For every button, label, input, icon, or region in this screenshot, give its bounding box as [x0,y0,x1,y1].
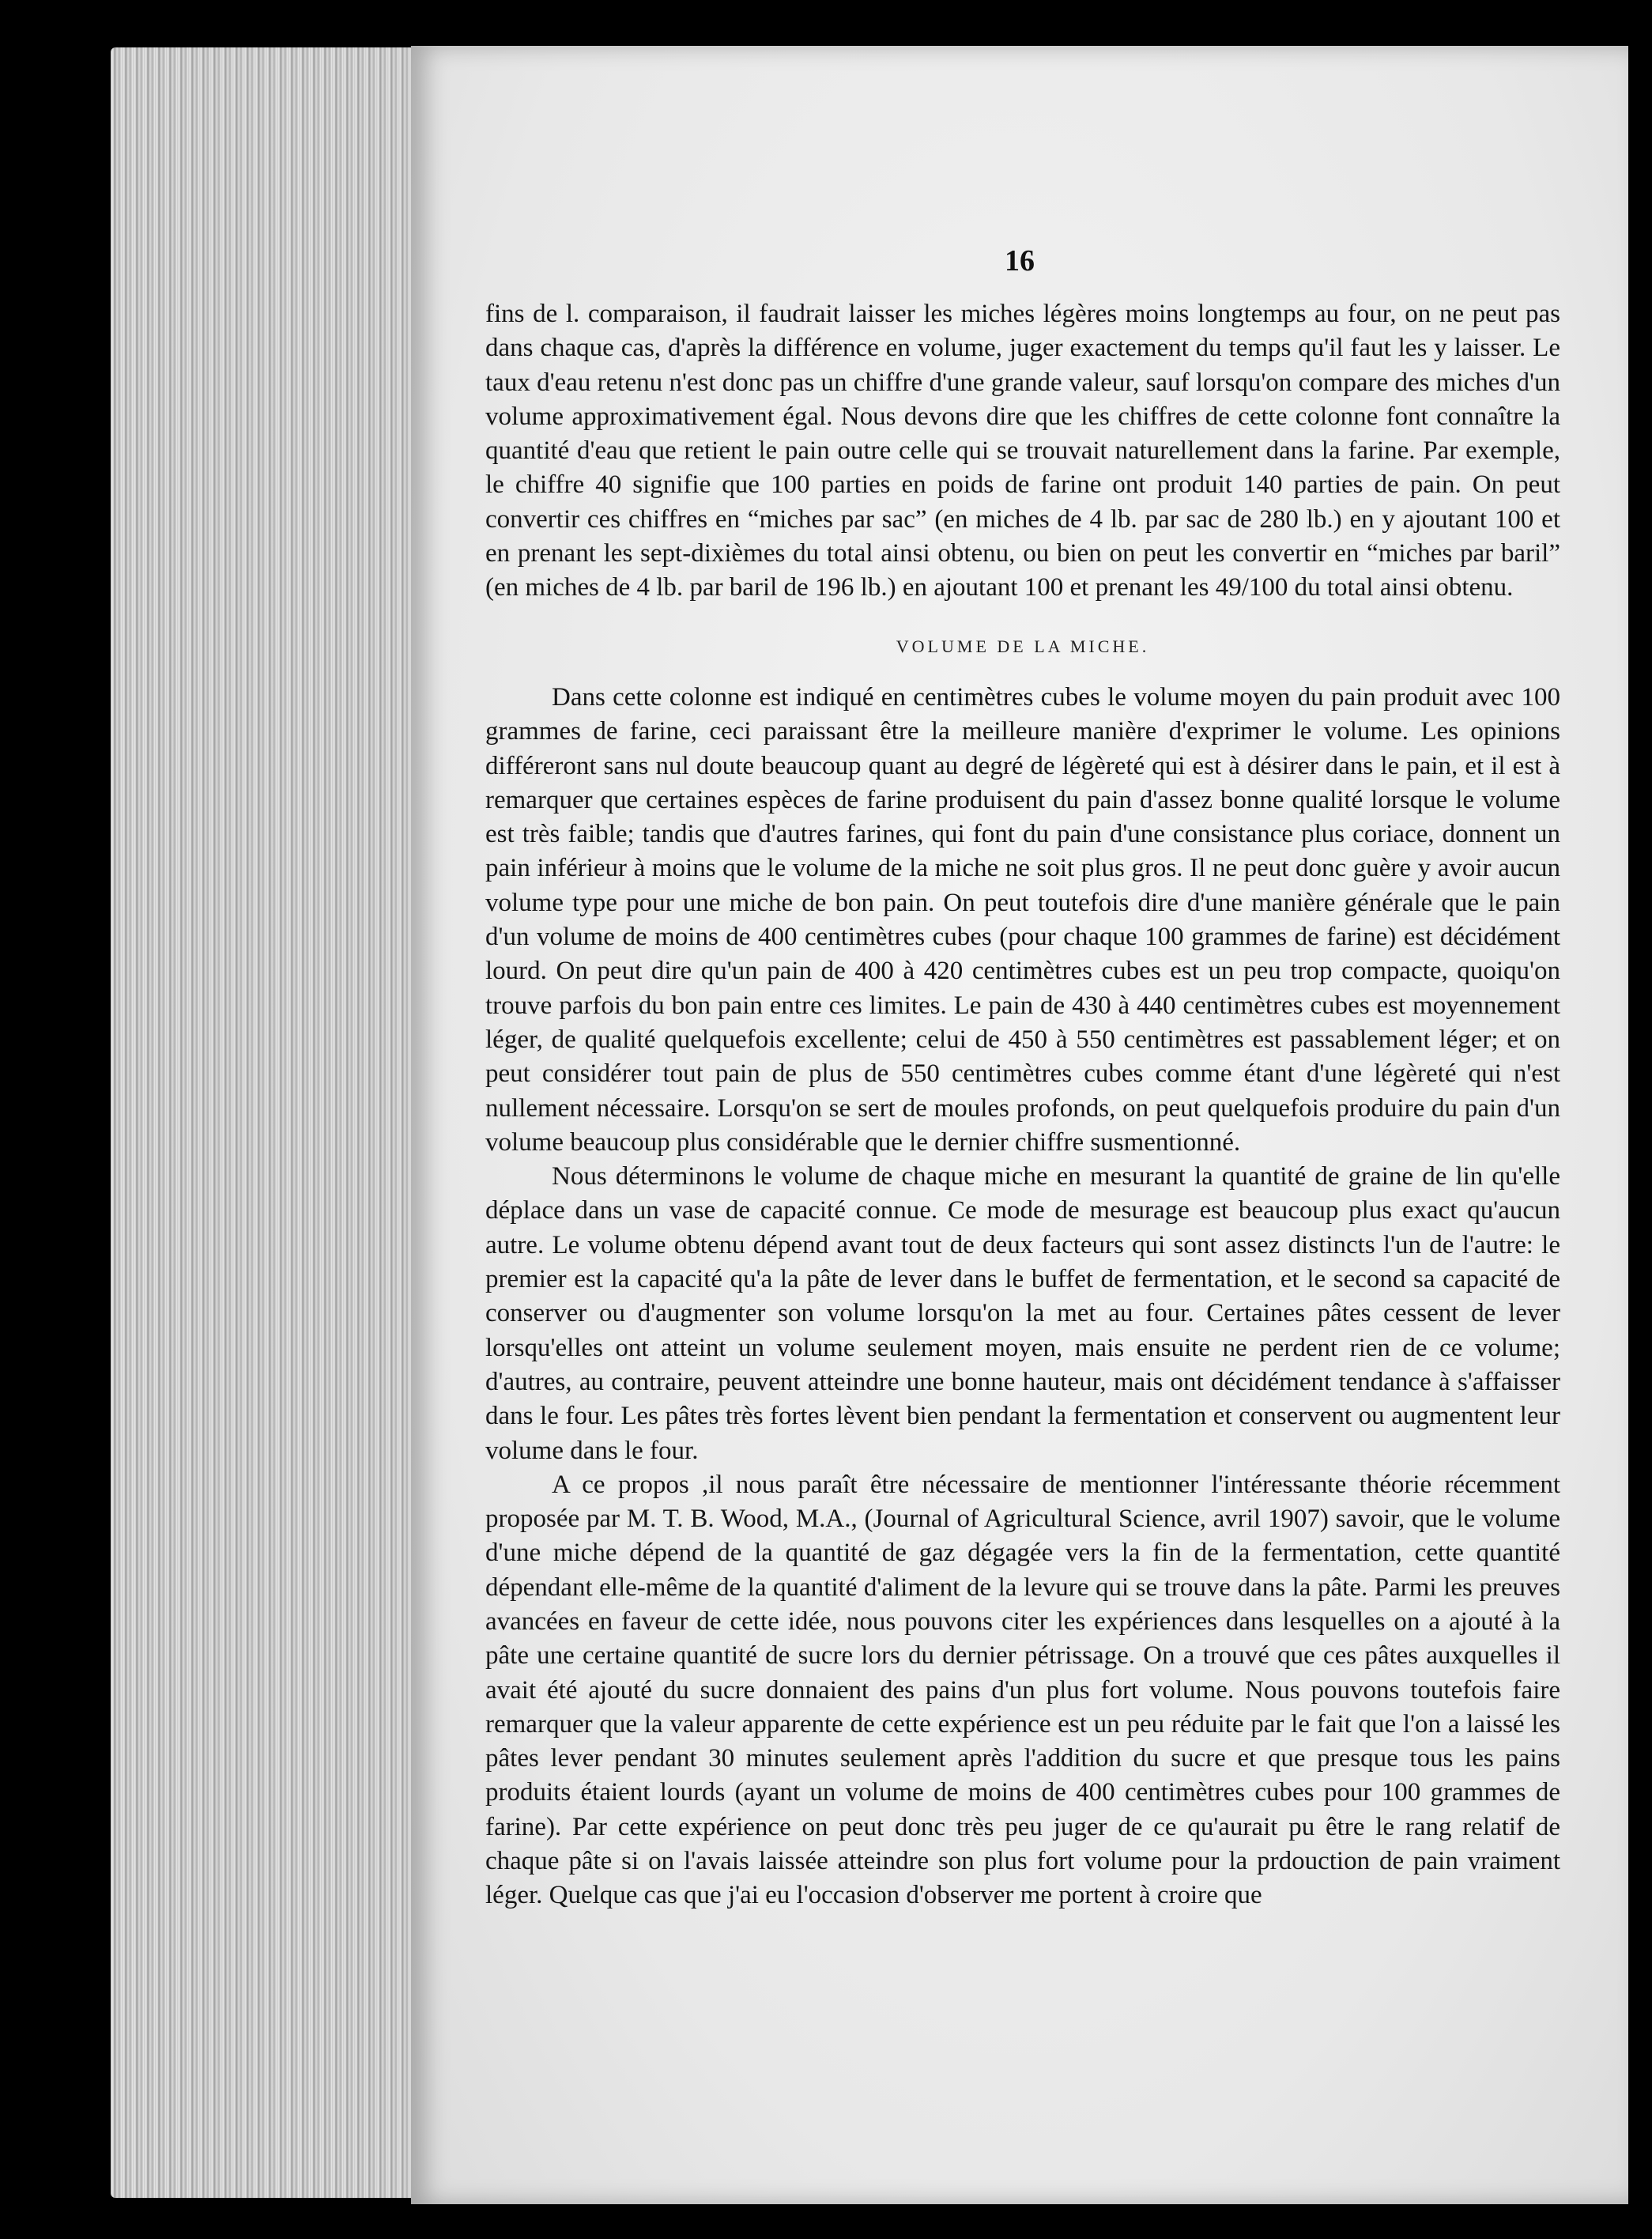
section-heading: VOLUME DE LA MICHE. [896,636,1150,656]
document-page [411,46,1628,2204]
paragraph-continued: fins de l. comparaison, il faudrait laisser les miches légères moins longtemps au four, on ne peut pas dans chaque cas, d'après la différence en volume, juger exactement du temps qu'il faut les y laisser. Le taux d'eau retenu n'est donc pas un chiffre d'une grande valeur, sauf lorsqu'on compare des miches d'un volume approximativement égal. Nous devons dire que les chiffres de cette colonne font connaître la quantité d'eau que retient le pain outre celle qui se trouvait naturellement dans la farine. Par exemple, le chiffre 40 signifie que 100 parties en poids de farine ont produit 140 parties de pain. On peut convertir ces chiffres en “miches par sac” (en miches de 4 lb. par sac de 280 lb.) en y ajoutant 100 et en prenant les sept-dixièmes du total ainsi obtenu, ou bien on peut les convertir en “miches par baril” (en miches de 4 lb. par baril de 196 lb.) en ajoutant 100 et prenant les 49/100 du total ainsi obtenu. [485,300,1560,602]
paragraph-volume-measurement: Nous déterminons le volume de chaque miche en mesurant la quantité de graine de lin qu'elle déplace dans un vase de capacité connue. Ce mode de mesurage est beaucoup plus exact qu'aucun autre. Le volume obtenu dépend avant tout de deux facteurs qui sont assez distincts l'un de l'autre: le premier est la capacité qu'a la pâte de lever dans le buffet de fermentation, et le second sa capacité de conserver ou d'augmenter son volume lorsqu'on la met au four. Certaines pâtes cessent de lever lorsqu'elles ont atteint un volume seulement moyen, mais ensuite ne perdent rien de ce volume; d'autres, au contraire, peuvent atteindre une bonne hauteur, mais ont décidément tendance à s'affaisser dans le four. Les pâtes très fortes lèvent bien pendant la fermentation et conservent ou augmentent leur volume dans le four. [485,1162,1560,1465]
book-page-edges [111,47,411,2198]
paragraph-volume-definition: Dans cette colonne est indiqué en centimètres cubes le volume moyen du pain produit avec 100 grammes de farine, ceci paraissant être la meilleure manière d'exprimer le volume. Les opinions différeront sans nul doute beaucoup quant au degré de légèreté qui est à désirer dans le pain, et il est à remarquer que certaines espèces de farine produisent du pain d'assez bonne qualité lorsque le volume est très faible; tandis que d'autres farines, qui font du pain d'une consistance plus coriace, donnent un pain inférieur à moins que le volume de la miche ne soit plus gros. Il ne peut donc guère y avoir aucun volume type pour une miche de bon pain. On peut toutefois dire d'une manière générale que le pain d'un volume de moins de 400 centimètres cubes (pour chaque 100 grammes de farine) est décidément lourd. On peut dire qu'un pain de 400 à 420 centimètres cubes est un peu trop compacte, quoiqu'on trouve parfois du bon pain entre ces limites. Le pain de 430 à 440 centimètres cubes est moyennement léger, de qualité quelquefois excellente; celui de 450 à 550 centimètres est passablement léger; et on peut considérer tout pain de plus de 550 centimètres cubes comme étant d'une légèreté qui n'est nullement nécessaire. Lorsqu'on se sert de moules profonds, on peut quelquefois produire du pain d'un volume beaucoup plus considérable que le dernier chiffre susmentionné. [485,682,1560,1157]
page-number: 16 [1005,244,1035,278]
paragraph-wood-theory: A ce propos ,il nous paraît être nécessaire de mentionner l'intéressante théorie récemment proposée par M. T. B. Wood, M.A., (Journal of Agricultural Science, avril 1907) savoir, que le volume d'une miche dépend de la quantité de gaz dégagée vers la fin de la fermentation, cette quantité dépendant elle-même de la quantité d'aliment de la levure qui se trouve dans la pâte. Parmi les preuves avancées en faveur de cette idée, nous pouvons citer les expériences dans lesquelles on a ajouté à la pâte une certaine quantité de sucre lors du dernier pétrissage. On a trouvé que ces pâtes auxquelles il avait été ajouté du sucre donnaient des pains d'un plus fort volume. Nous pouvons toutefois faire remarquer que la valeur apparente de cette expérience est un peu réduite par le fait que l'on a laissé les pâtes lever pendant 30 minutes seulement après l'addition du sucre et que presque tous les pains produits étaient lourds (ayant un volume de moins de 400 centimètres cubes pour 100 grammes de farine). Par cette expérience on peut donc très peu juger de ce qu'aurait pu être le rang relatif de chaque pâte si on l'avais laissée atteindre son plus fort volume pour la prdouction de pain vraiment léger. Quelque cas que j'ai eu l'occasion d'observer me portent à croire que [485,1470,1560,1910]
body-text [485,297,1560,1913]
